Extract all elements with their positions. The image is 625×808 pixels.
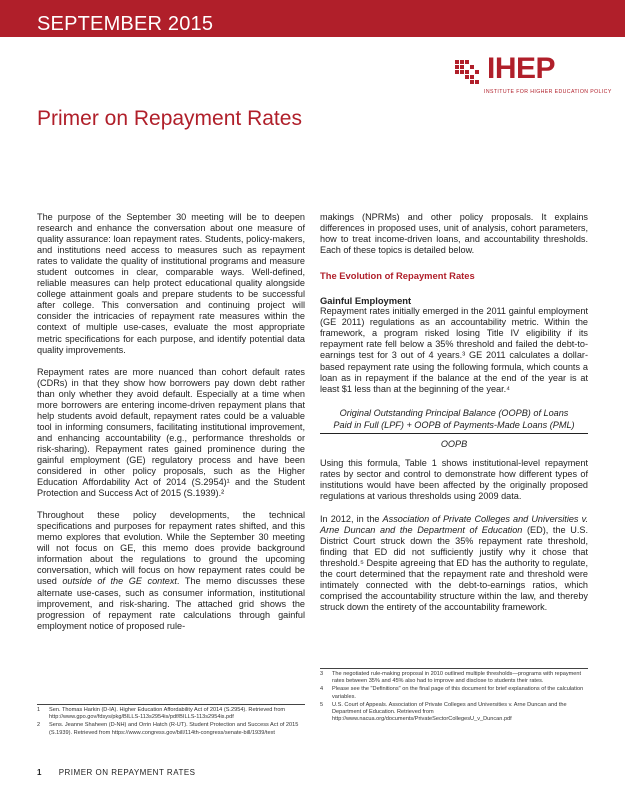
formula-numerator: Original Outstanding Principal Balance (OOPB) of Loans Paid in Full (LPF) + OOPB of Payments-Made Loans (PML) xyxy=(333,407,575,430)
paragraph-policy-developments: Throughout these policy developments, the technical specifications and purposes for repayment rates shifted, and this memo explores that evolution. While the September 30 meeting will not focus on GE, this memo does provide background information about the regulations to ground the upcoming conversation, which will focus on how repayment rates could be used outside of the GE context. The memo discusses these alternate use-cases, such as consumer information, institutional improvement, and risk-sharing. The attached grid shows the progression of repayment rate calculations through gainful employment notice of proposed rule- xyxy=(37,510,305,631)
footnotes-left xyxy=(37,707,305,738)
footnote: 2 Sens. Jeanne Shaheen (D-NH) and Orrin Hatch (R-UT). Student Protection and Success Act of 2015 (S.1939). Retrieved from https://www.congress.gov/bill/114th-congress/senate-bill/1939/text xyxy=(37,722,299,736)
footnote: 5 U.S. Court of Appeals. Association of Private Colleges and Universities v. Arne Duncan and the Department of Education. Retrieved from http://www.nacua.org/documents/PrivateSectorCollegesU_v_Duncan.pdf xyxy=(320,701,567,723)
paragraph-nprms: makings (NPRMs) and other policy proposals. It explains differences in proposed uses, unit of analysis, cohort parameters, how to treat income-driven loans, and accountability thresholds. Each of these topics is detailed below. xyxy=(320,212,588,256)
footnote: 3 The negotiated rule-making proposal in 2010 outlined multiple thresholds—programs with repayment rates between 35% and 45% also had to improve and disclose to students their rates. xyxy=(320,671,582,685)
footnote: 4 Please see the "Definitions" on the final page of this document for brief explanations of the calculation variables. xyxy=(320,686,584,700)
page-title: Primer on Repayment Rates xyxy=(37,107,302,130)
formula-divider xyxy=(320,433,588,434)
formula-denominator: OOPB xyxy=(440,438,468,449)
page-footer xyxy=(37,768,196,777)
footer-label: PRIMER ON REPAYMENT RATES xyxy=(58,768,196,777)
right-column xyxy=(320,212,588,624)
logo-name: IHEP xyxy=(487,52,556,85)
header-bar xyxy=(0,0,625,37)
footnotes-right xyxy=(320,671,588,724)
footnote: 1 Sen. Thomas Harkin (D-IA). Higher Education Affordability Act of 2014 (S.2954). Retrieved from http://www.gpo.gov/fdsys/pkg/BILLS-113s2954is/pdf/BILLS-113s2954is.pdf xyxy=(37,707,286,721)
header-date: SEPTEMBER 2015 xyxy=(37,13,214,35)
paragraph-court-case: In 2012, in the Association of Private Colleges and Universities v. Arne Duncan and the Department of Education (ED), the U.S. District Court struck down the 35% repayment rate threshold, finding that ED did not sufficiently justify why it chose that threshold.⁵ Despite agreeing that ED has the authority to regulate, the court determined that the repayment rate and threshold were intimately connected with the debt-to-earnings ratios, which comprised the accountability structure within the law, and thereby struck down the entirety of the accountability framework. xyxy=(320,513,589,613)
paragraph-cdr-comparison: Repayment rates are more nuanced than cohort default rates (CDRs) in that they show how borrowers pay down debt rather than only whether they avoid default. Especially at a time when more borrowers are entering income-driven repayment plans that help students avoid default, repayment rates could be a valuable tool in informing consumers, facilitating institutional improvement, and enhancing accountability (e.g., performance thresholds or risk-sharing). Repayment rates gained prominence during the gainful employment (GE) regulatory process and have been considered in other policy proposals, such as the Higher Education Affordability Act of 2014 (S.2954)¹ and the Student Protection and Success Act of 2015 (S.1939).² xyxy=(37,366,305,499)
paragraph-ge2011: Repayment rates initially emerged in the 2011 gainful employment (GE 2011) regulations as an accountability metric. Within the framework, a program risked losing Title IV eligibility if its repayment rate fell below a 35% threshold and failed the debt-to-earnings test for 3 out of 4 years.³ GE 2011 calculates a dollar-based repayment rate using the following formula, which counts a loan as in repayment if the balance at the end of the year is at least $1 less than at the beginning of the year.⁴ xyxy=(320,306,588,394)
page-number: 1 xyxy=(37,768,42,777)
paragraph-table1: Using this formula, Table 1 shows institutional-level repayment rates by sector and control to demonstrate how different types of institutions would have been affected by the originally proposed regulations at various thresholds using 2009 data. xyxy=(320,457,588,501)
left-column xyxy=(37,212,305,643)
repayment-formula xyxy=(320,407,588,450)
footnote-rule-left xyxy=(37,704,305,705)
intro-paragraph: The purpose of the September 30 meeting will be to deepen research and enhance the conversation about one measure of quality assurance: loan repayment rates. Students, policy-makers, and institutions need access to measures such as repayment rates to validate the quality of institutional programs and measure student outcomes in clear, comparable ways. Well-defined, reliable measures can help protect educational quality alongside college attainment goals and prepare students to be successful after college. This conversation and continuing project will consider the intricacies of repayment rate measures within the context of multiple use-cases, evaluate the most appropriate metric specifications for each purpose, and identify potential data quality improvements. xyxy=(37,212,305,355)
footnote-rule-right xyxy=(320,668,588,669)
logo-subtitle: INSTITUTE FOR HIGHER EDUCATION POLICY xyxy=(484,89,612,95)
section-heading: The Evolution of Repayment Rates xyxy=(320,270,475,282)
subheading-gainful-employment: Gainful Employment xyxy=(320,295,412,307)
